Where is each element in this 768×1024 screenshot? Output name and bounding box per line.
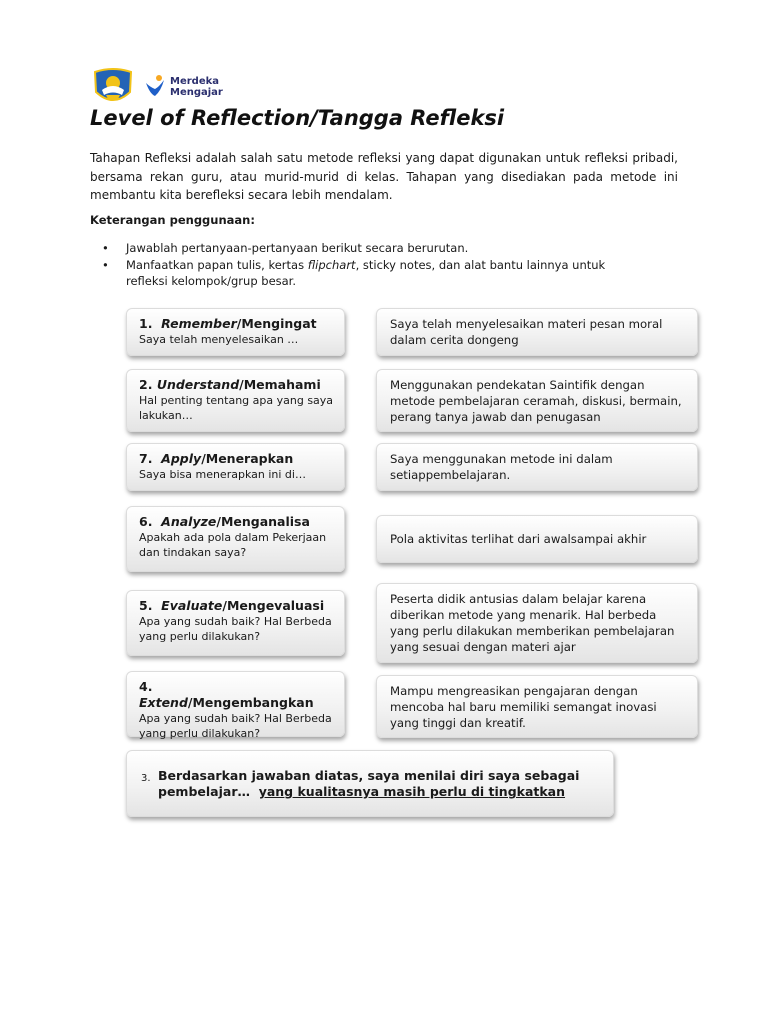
- step-box-analyze: [126, 506, 345, 572]
- tut-wuri-handayani-logo-icon: [92, 68, 134, 106]
- usage-item: • Manfaatkan papan tulis, kertas flipchart, sticky notes, dan alat bantu lainnya untuk refleksi kelompok/grup besar.: [102, 257, 606, 288]
- step-number: 3.: [141, 773, 151, 784]
- usage-list: [90, 240, 650, 290]
- answer-box-understand: [376, 369, 698, 432]
- step-answer: Peserta didik antusias dalam belajar karena diberikan metode yang menarik. Hal berbeda yang perlu dilakukan memberikan pembelajaran yang sesuai dengan materi ajar: [390, 592, 675, 654]
- answer-box-analyze: [376, 515, 698, 563]
- step-answer: Menggunakan pendekatan Saintifik dengan metode pembelajaran ceramah, diskusi, bermain, perang tanya jawab dan penugasan: [390, 378, 682, 424]
- page-title: Level of Reflection/Tangga Refleksi: [90, 106, 505, 130]
- bullet-icon: •: [102, 241, 109, 255]
- merdeka-mengajar-mark-icon: [144, 74, 166, 100]
- step-prompt: Hal penting tentang apa yang saya lakukan…: [139, 394, 334, 422]
- step-answer: Saya telah menyelesaikan materi pesan moral dalam cerita dongeng: [390, 317, 663, 347]
- merdeka-mengajar-logo: [144, 74, 223, 100]
- step-box-understand: [126, 369, 345, 432]
- step-box-evaluate: [126, 590, 345, 656]
- step-answer: Mampu mengreasikan pengajaran dengan mencoba hal baru memiliki semangat inovasi yang tinggi dan kreatif.: [390, 684, 657, 730]
- step-prompt: Saya bisa menerapkan ini di…: [139, 468, 306, 481]
- usage-item: • Jawablah pertanyaan-pertanyaan berikut secara berurutan.: [102, 241, 469, 255]
- step-box-remember: [126, 308, 345, 356]
- step-prompt: Saya telah menyelesaikan …: [139, 333, 299, 346]
- step-box-apply: [126, 443, 345, 491]
- step-box-extend: [126, 671, 345, 740]
- answer-box-apply: [376, 443, 698, 491]
- step-answer: Saya menggunakan metode ini dalam setiappembelajaran.: [390, 452, 613, 482]
- intro-paragraph: Tahapan Refleksi adalah salah satu metode refleksi yang dapat digunakan untuk refleksi pribadi, bersama rekan guru, atau murid-murid di kelas. Tahapan yang disediakan pada metode ini membantu kita berefleksi secara lebih mendalam.: [90, 151, 678, 202]
- brand-line-2: Mengajar: [170, 87, 223, 98]
- step-heading: 6. Analyze/Menganalisa: [139, 514, 310, 529]
- answer-box-remember: [376, 308, 698, 356]
- step-heading: 5. Evaluate/Mengevaluasi: [139, 598, 325, 613]
- final-box-self-assessment: [126, 750, 614, 817]
- step-answer: Pola aktivitas terlihat dari awalsampai akhir: [390, 532, 647, 546]
- answer-box-extend: [376, 675, 698, 738]
- usage-title: Keterangan penggunaan:: [90, 213, 255, 227]
- step-prompt: Apakah ada pola dalam Pekerjaan dan tindakan saya?: [139, 531, 327, 559]
- brand-line-1: Merdeka: [170, 76, 220, 87]
- step-prompt: Apa yang sudah baik? Hal Berbeda yang perlu dilakukan?: [139, 615, 332, 643]
- step-heading: 4. Extend/Mengembangkan: [139, 679, 314, 710]
- final-answer: yang kualitasnya masih perlu di tingkatkan: [258, 784, 566, 799]
- step-heading: 7. Apply/Menerapkan: [139, 451, 294, 466]
- step-heading: 2. Understand/Memahami: [139, 377, 321, 392]
- merdeka-mengajar-wordmark: [170, 76, 223, 98]
- answer-box-evaluate: [376, 583, 698, 663]
- final-statement: Berdasarkan jawaban diatas, saya menilai diri saya sebagai pembelajar… yang kualitasnya masih perlu di tingkatkan: [158, 768, 580, 799]
- bullet-icon: •: [102, 257, 109, 272]
- step-heading: 1. Remember/Mengingat: [139, 316, 317, 331]
- header-logos: [92, 68, 223, 106]
- step-prompt: Apa yang sudah baik? Hal Berbeda yang perlu dilakukan?: [139, 712, 332, 740]
